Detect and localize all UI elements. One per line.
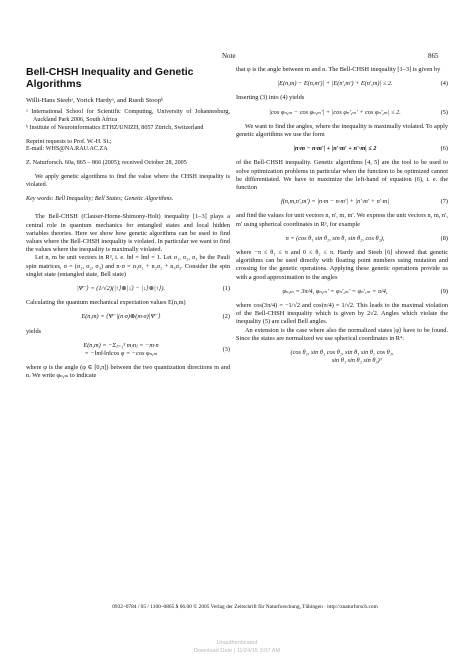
equation-10: (cos θ₁, sin θ₁ cos θ₂, sin θ₁ sin θ₂ cos θ₃, sin θ₁ sin θ₂ sin θ₃)ᵀ [290, 349, 394, 365]
body-paragraph: where cos(3π/4) = −1/√2 and cos(π/4) = 1/√2. This leads to the maximal violation of the Bell-CHSH inequality which is given by 2√2. Angles which violate the inequality (5) are called Bell angles. [236, 302, 448, 326]
body-paragraph: The Bell-CHSH (Clauser-Horne-Shimony-Holt) inequality [1–3] plays a central role in quantum mechanics for entangled states and local hidden variables theories. Here we show how genetic algorithms can be used to find values where the Bell-CHSH inequality is violated. In particular we want to find the values where the inequality is maximally violated. [26, 213, 230, 254]
body-paragraph: and find the values for unit vectors n, n′, m, m′. We express the unit vectors n, m, n′, m′ using spherical coordinates in R³, for example [236, 212, 448, 228]
body-paragraph: that φ is the angle between m and n. The Bell-CHSH inequality [1–3] is given by [236, 66, 441, 73]
running-header-section: Note [222, 52, 236, 60]
watermark-line-1: Unauthenticated [216, 640, 258, 646]
copyright-footer: 0932–0784 / 05 / 1100–0865 $ 06.00 © 2005 Verlag der Zeitschrift für Naturforschung, Tübingen · http://znaturforsch.com [112, 604, 378, 610]
body-paragraph: where φ is the angle (φ ∈ [0,π]) between the two quantization directions m and n. We write φₙ,ₘ to indicate [26, 364, 230, 380]
email-address: E-mail: WHS@NA.RAU.AC.ZA [26, 146, 108, 153]
body-paragraph: We want to find the angles, where the inequality is maximally violated. To apply genetic algorithms we use the form [236, 122, 449, 139]
article-title: Bell-CHSH Inequality and Genetic Algorithms [26, 66, 194, 90]
keywords: Key words: Bell Inequality; Bell States; Genetic Algorithms. [26, 195, 174, 202]
left-column [26, 66, 230, 381]
author-list: Willi-Hans Steebᵃ, Yorick Hardyᵃ, and Ruedi Stoopᵇ [26, 97, 164, 104]
affiliation-a: ᵃ International School for Scientific Computing, University of Johannesburg, Auckland Park 2006, South Africa [26, 109, 230, 123]
body-paragraph: where −π ≤ θ₁ ≤ π and 0 ≤ θ₂ ≤ π. Hardy and Steeb [6] showed that genetic algorithms can be used directly with floating point numbers using mutation and crossing for the genetic operations. Applying these genetic operations provide us with a good approximation to the angles [236, 249, 448, 281]
body-paragraph: of the Bell-CHSH inequality. Genetic algorithms [4, 5] are the tool to be used to solve optimization problems in particular when the function to be optimized cannot be differentiated. We have to maximize the left-hand of equation (6), i. e. the function [236, 159, 448, 192]
body-paragraph: An extension is the case where also the normalized states |φ⟩ have to be found. Since the states are normalized we use spherical coordinates in R⁴: [236, 326, 448, 342]
equation-2: E(n,m) = ⟨Ψ⁻|(n·σ)⊗(m·σ)|Ψ⁻⟩ (2) [81, 313, 230, 321]
equation-8: n = (cos θ₁ sin θ₂, sin θ₁ sin θ₂, cos θ₂), (8) [285, 234, 448, 242]
page-number: 865 [428, 52, 439, 60]
equation-7: f(n,m,n′,m′) = |n·m − n·m′| + |n′·m′ + n′·m| (7) [281, 198, 448, 206]
journal-citation: Z. Naturforsch. 60a, 865 – 866 (2005); received October 28, 2005 [26, 160, 187, 167]
body-paragraph: Calculating the quantum mechanical expectation values E(n,m) [26, 299, 186, 307]
reprint-requests: Reprint requests to Prof. W.-H. St.; [26, 138, 112, 145]
abstract: We apply genetic algorithms to find the value where the CHSH inequality is violated. [26, 173, 230, 188]
equation-1: |Ψ⁻⟩ = (1/√2)(|↑⟩⊗|↓⟩ − |↓⟩⊗|↑⟩). (1) [76, 285, 230, 292]
watermark-line-2: Download Date | 11/24/15 3:07 AM [193, 648, 281, 654]
body-paragraph: Let n, m be unit vectors in R³, i. e. ‖n‖ = ‖m‖ = 1. Let σ₁, σ₂, σ₃ be the Pauli spin matrices, σ = (σ₁, σ₂, σ₃) and n·σ = n₁σ₁ + n₂σ₂ + n₃σ₃. Consider the spin singlet state (entangled state, Bell state) [26, 254, 230, 278]
right-column [236, 66, 448, 371]
affiliations [26, 109, 230, 203]
body-text: Inserting (3) into (4) yields [236, 94, 305, 102]
body-text: yields [26, 327, 42, 335]
affiliation-b: ᵇ Institute of Neuroinformatics ETHZ/UNIZH, 8057 Zürich, Switzerland [26, 124, 204, 131]
equation-4: |E(n,m) − E(n,m′)| + |E(n′,m′) + E(n′,m)| ≤ 2. (4) [277, 80, 448, 88]
equation-3: E(n,m) = −Σⱼ₌₁³ mⱼnⱼ = −m·n = −‖m‖·‖n‖cos φ = −cos φₙ,ₘ (3) [83, 341, 230, 358]
equation-6: |n·m − n·m′| + |n′·m′ + n′·m| ≤ 2 (6) [293, 145, 448, 153]
equation-9: φₙ,ₘ = 3π/4, φₙ,ₘ′ = φₙ′,ₘ′ = φₙ′,ₘ = π/4, (9) [282, 287, 448, 295]
equation-5: |cos φₙ,ₘ − cos φₙ,ₘ′| + |cos φₙ′,ₘ′ + cos φₙ′,ₘ| ≤ 2. (5) [269, 108, 448, 116]
